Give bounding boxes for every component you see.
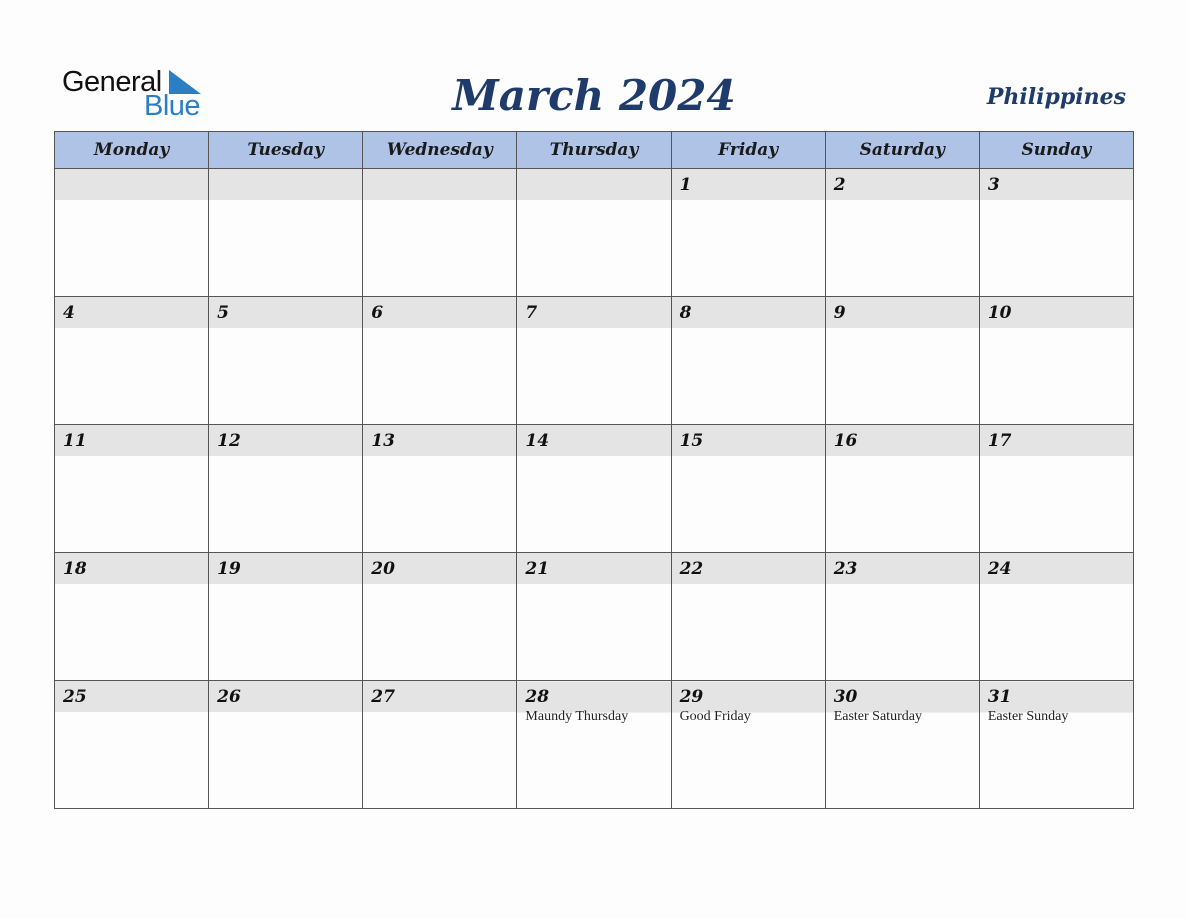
day-cell [209, 681, 363, 809]
day-cell [979, 425, 1133, 553]
holiday-label: Easter Sunday [987, 709, 1069, 724]
logo-blue-text: Blue [144, 90, 201, 122]
holiday-label: Good Friday [679, 709, 751, 724]
weekday-header-row [55, 132, 1134, 169]
day-number: 8 [679, 303, 692, 323]
day-number-bar [672, 681, 825, 708]
weekday-header: Wednesday [363, 132, 517, 169]
day-cell [979, 553, 1133, 681]
weekday-header: Friday [671, 132, 825, 169]
day-number: 21 [525, 559, 550, 579]
day-number-bar [55, 297, 208, 328]
day-number-bar [826, 425, 979, 456]
day-number-bar [980, 553, 1133, 584]
day-number: 15 [679, 431, 704, 451]
day-number: 1 [679, 175, 692, 195]
day-cell [55, 425, 209, 553]
day-number-bar [826, 681, 979, 708]
day-cell [517, 169, 671, 297]
day-number-bar [517, 425, 670, 456]
day-cell [825, 553, 979, 681]
day-cell [979, 169, 1133, 297]
day-number-bar [980, 297, 1133, 328]
day-number: 10 [987, 303, 1012, 323]
day-number: 5 [217, 303, 229, 323]
day-cell [671, 297, 825, 425]
day-cell [209, 425, 363, 553]
day-cell [209, 553, 363, 681]
day-number: 29 [679, 687, 704, 707]
weekday-header: Sunday [979, 132, 1133, 169]
day-number-bar [672, 553, 825, 584]
day-number: 19 [217, 559, 241, 579]
day-number: 11 [63, 431, 87, 451]
day-number: 17 [987, 431, 1012, 451]
day-cell [671, 553, 825, 681]
day-number: 26 [217, 687, 241, 707]
day-number-bar [672, 169, 825, 200]
week-row [55, 297, 1134, 425]
day-number-bar [517, 553, 670, 584]
day-cell [517, 553, 671, 681]
day-number-bar [363, 297, 516, 328]
day-number-bar [209, 425, 362, 456]
day-number-bar [826, 297, 979, 328]
day-number-bar [517, 297, 670, 328]
day-cell [55, 169, 209, 297]
day-number: 24 [987, 559, 1012, 579]
day-cell [671, 681, 825, 809]
day-number: 9 [833, 303, 846, 323]
day-cell [517, 681, 671, 809]
day-number-bar [363, 425, 516, 456]
day-cell [363, 553, 517, 681]
week-row [55, 425, 1134, 553]
day-number: 13 [371, 431, 395, 451]
day-number: 22 [679, 559, 704, 579]
day-cell [363, 681, 517, 809]
day-number-bar [826, 169, 979, 200]
day-number: 12 [217, 431, 241, 451]
day-cell [209, 297, 363, 425]
day-number-bar [209, 169, 362, 200]
day-number: 6 [371, 303, 384, 323]
weekday-header: Thursday [517, 132, 671, 169]
day-cell [671, 425, 825, 553]
day-number-bar [55, 553, 208, 584]
day-number-bar [363, 553, 516, 584]
day-cell [979, 297, 1133, 425]
day-number: 4 [63, 303, 75, 323]
calendar-grid [54, 131, 1134, 809]
day-number: 30 [833, 687, 858, 707]
calendar-title: March 2024 [452, 71, 736, 120]
day-number-bar [980, 169, 1133, 200]
day-number-bar [209, 297, 362, 328]
day-number-bar [363, 681, 516, 712]
day-number: 14 [525, 431, 550, 451]
day-number-bar [517, 681, 670, 708]
weekday-header: Saturday [825, 132, 979, 169]
day-number-bar [672, 425, 825, 456]
day-cell [55, 297, 209, 425]
day-cell [363, 297, 517, 425]
day-number-bar [55, 169, 208, 200]
day-cell [979, 681, 1133, 809]
day-number: 27 [371, 687, 395, 707]
day-number-bar [980, 425, 1133, 456]
day-number: 31 [987, 687, 1012, 707]
day-number-bar [672, 297, 825, 328]
week-row [55, 553, 1134, 681]
day-cell [825, 169, 979, 297]
day-number-bar [209, 681, 362, 712]
day-cell [825, 425, 979, 553]
day-number-bar [363, 169, 516, 200]
logo-general-text: General [62, 66, 162, 98]
day-number: 25 [63, 687, 87, 707]
weekday-header: Monday [55, 132, 209, 169]
day-cell [825, 297, 979, 425]
day-cell [517, 425, 671, 553]
day-number: 16 [833, 431, 858, 451]
day-cell [55, 553, 209, 681]
day-number: 23 [833, 559, 858, 579]
day-cell [825, 681, 979, 809]
day-number: 28 [525, 687, 550, 707]
day-number-bar [826, 553, 979, 584]
day-number: 2 [833, 175, 846, 195]
day-number-bar [980, 681, 1133, 708]
day-cell [363, 169, 517, 297]
holiday-label: Easter Saturday [833, 709, 922, 724]
day-number: 18 [63, 559, 87, 579]
day-cell [55, 681, 209, 809]
day-number-bar [55, 681, 208, 712]
week-row [55, 681, 1134, 809]
weekday-header: Tuesday [209, 132, 363, 169]
week-row [55, 169, 1134, 297]
day-cell [209, 169, 363, 297]
country-label: Philippines [986, 84, 1126, 110]
day-number: 7 [525, 303, 538, 323]
day-number-bar [55, 425, 208, 456]
day-number: 3 [987, 175, 1000, 195]
day-number: 20 [371, 559, 395, 579]
day-cell [671, 169, 825, 297]
holiday-label: Maundy Thursday [525, 709, 629, 724]
day-number-bar [209, 553, 362, 584]
day-cell [517, 297, 671, 425]
day-number-bar [517, 169, 670, 200]
day-cell [363, 425, 517, 553]
